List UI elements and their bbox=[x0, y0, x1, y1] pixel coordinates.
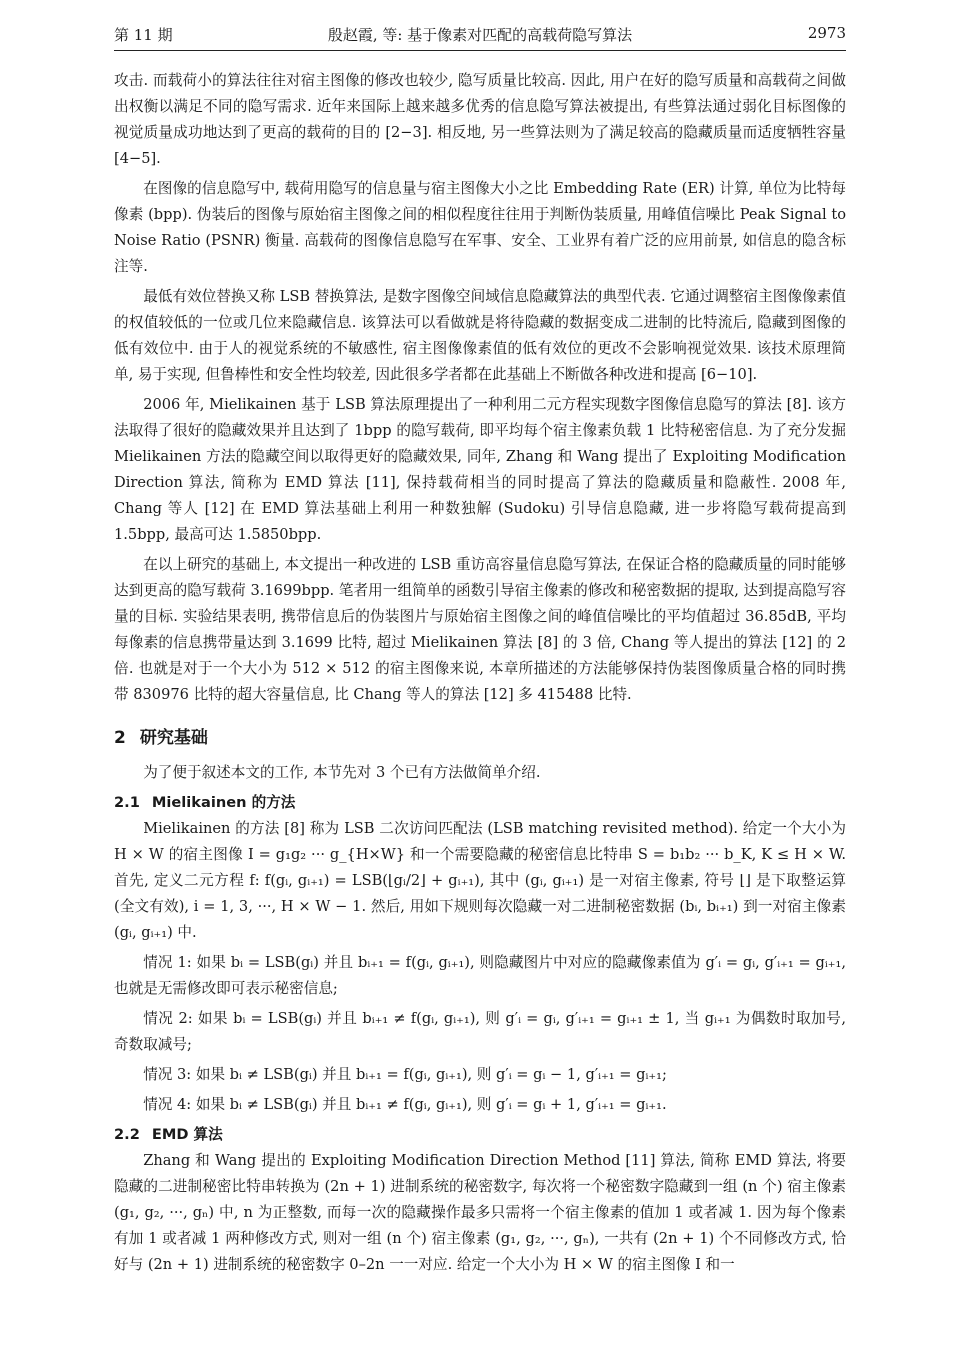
section-title: 研究基础 bbox=[139, 728, 208, 748]
paragraph-1: 攻击. 而载荷小的算法往往对宿主图像的修改也较少, 隐写质量比较高. 因此, 用户在好的隐写质量和高载荷之间做出权衡以满足不同的隐写需求. 近年来国际上越来越多优秀的信息隐写算法被提出, 有些算法通过弱化目标图像的视觉质量成功地达到了更高的载荷的目的 [2−3]. 相反地, 另一些算法则为了满足较高的隐藏质量而适度牺牲容量 [4−5]. bbox=[114, 72, 846, 167]
subsection-title: EMD 算法 bbox=[151, 1126, 223, 1143]
subsection-number: 2.1 bbox=[114, 794, 140, 811]
section-2-heading bbox=[114, 724, 846, 752]
subsection-number: 2.2 bbox=[114, 1126, 140, 1143]
issue-label: 第 11 期 bbox=[114, 26, 173, 44]
section-number: 2 bbox=[114, 728, 126, 748]
section-2-intro: 为了便于叙述本文的工作, 本节先对 3 个已有方法做简单介绍. bbox=[143, 764, 541, 781]
running-title: 殷赵霞, 等: 基于像素对匹配的高载荷隐写算法 bbox=[327, 26, 633, 44]
page-number: 2973 bbox=[807, 24, 846, 42]
body-text bbox=[114, 68, 846, 1282]
case-2: 情况 2: 如果 bᵢ = LSB(gᵢ) 并且 bᵢ₊₁ ≠ f(gᵢ, gᵢ₊₁), 则 g′ᵢ = gᵢ, g′ᵢ₊₁ = gᵢ₊₁ ± 1, 当 gᵢ₊₁ 为偶数时取加号, 奇数取减号; bbox=[114, 1010, 846, 1053]
paragraph-5: 在以上研究的基础上, 本文提出一种改进的 LSB 重访高容量信息隐写算法, 在保证合格的隐藏质量的同时能够达到更高的隐写载荷 3.1699bpp. 笔者用一组简单的函数引导宿主像素的修改和秘密数据的提取, 达到提高隐写容量的目标. 实验结果表明, 携带信息后的伪装图片与原始宿主图像之间的峰值信噪比的平均值超过 36.85dB, 平均每像素的信息携带量达到 3.1699 比特, 超过 Mielikainen 算法 [8] 的 3 倍, Chang 等人提出的算法 [12] 的 2 倍. 也就是对于一个大小为 512 × 512 的宿主图像来说, 本章所描述的方法能够保持伪装图像质量合格的同时携带 830976 比特的超大容量信息, 比 Chang 等人的算法 [12] 多 415488 比特. bbox=[114, 556, 846, 703]
case-3: 情况 3: 如果 bᵢ ≠ LSB(gᵢ) 并且 bᵢ₊₁ = f(gᵢ, gᵢ₊₁), 则 g′ᵢ = gᵢ − 1, g′ᵢ₊₁ = gᵢ₊₁; bbox=[143, 1066, 667, 1083]
paragraph-2: 在图像的信息隐写中, 载荷用隐写的信息量与宿主图像大小之比 Embedding Rate (ER) 计算, 单位为比特每像素 (bpp). 伪装后的图像与原始宿主图像之间的相似程度往往用于判断伪装质量, 用峰值信噪比 Peak Signal to Noise Ratio (PSNR) 衡量. 高载荷的图像信息隐写在军事、安全、工业界有着广泛的应用前景, 如信息的隐含标注等. bbox=[114, 180, 846, 275]
header-rule bbox=[114, 50, 846, 51]
paragraph-4: 2006 年, Mielikainen 基于 LSB 算法原理提出了一种利用二元方程实现数字图像信息隐写的算法 [8]. 该方法取得了很好的隐藏效果并且达到了 1bpp 的隐写载荷, 即平均每个宿主像素负载 1 比特秘密信息. 为了充分发掘 Mielikainen 方法的隐藏空间以取得更好的隐藏效果, 同年, Zhang 和 Wang 提出了 Exploiting Modification Direction 算法, 简称为 EMD 算法 [11], 保持载荷相当的同时提高了算法的隐藏质量和隐蔽性. 2008 年, Chang 等人 [12] 在 EMD 算法基础上利用一种数独解 (Sudoku) 引导信息隐藏, 进一步将隐写载荷提高到 1.5bpp, 最高可达 1.5850bpp. bbox=[114, 396, 846, 543]
case-1: 情况 1: 如果 bᵢ = LSB(gᵢ) 并且 bᵢ₊₁ = f(gᵢ, gᵢ₊₁), 则隐藏图片中对应的隐藏像素值为 g′ᵢ = gᵢ, g′ᵢ₊₁ = gᵢ₊₁, 也就是无需修改即可表示秘密信息; bbox=[114, 954, 846, 997]
subsection-title: Mielikainen 的方法 bbox=[151, 794, 296, 811]
subsection-2-1-heading bbox=[114, 790, 846, 816]
subsection-2-1-body: Mielikainen 的方法 [8] 称为 LSB 二次访问匹配法 (LSB matching revisited method). 给定一个大小为 H × W 的宿主图像 I = g₁g₂ ··· g_{H×W} 和一个需要隐藏的秘密信息比特串 S = b₁b₂ ··· b_K, K ≤ H × W. 首先, 定义二元方程 f: f(gᵢ, gᵢ₊₁) = LSB(⌊gᵢ/2⌋ + gᵢ₊₁), 其中 (gᵢ, gᵢ₊₁) 是一对宿主像素, 符号 ⌊⌋ 是下取整运算 (全文有效), i = 1, 3, ···, H × W − 1. 然后, 用如下规则每次隐藏一对二进制秘密数据 (bᵢ, bᵢ₊₁) 到一对宿主像素 (gᵢ, gᵢ₊₁) 中. bbox=[114, 820, 846, 941]
case-4: 情况 4: 如果 bᵢ ≠ LSB(gᵢ) 并且 bᵢ₊₁ ≠ f(gᵢ, gᵢ₊₁), 则 g′ᵢ = gᵢ + 1, g′ᵢ₊₁ = gᵢ₊₁. bbox=[143, 1096, 667, 1113]
paragraph-3: 最低有效位替换又称 LSB 替换算法, 是数字图像空间域信息隐藏算法的典型代表. 它通过调整宿主图像像素值的权值较低的一位或几位来隐藏信息. 该算法可以看做就是将待隐藏的数据变成二进制的比特流后, 隐藏到图像的低有效位中. 由于人的视觉系统的不敏感性, 宿主图像像素值的低有效位的更改不会影响视觉效果. 该技术原理简单, 易于实现, 但鲁棒性和安全性均较差, 因此很多学者都在此基础上不断做各种改进和提高 [6−10]. bbox=[114, 288, 846, 383]
subsection-2-2-heading bbox=[114, 1122, 846, 1148]
running-header bbox=[114, 22, 846, 48]
subsection-2-2-body: Zhang 和 Wang 提出的 Exploiting Modification Direction Method [11] 算法, 简称 EMD 算法, 将要隐藏的二进制秘密比特串转换为 (2n + 1) 进制系统的秘密数字, 每次将一个秘密数字隐藏到一组 (n 个) 宿主像素 (g₁, g₂, ···, gₙ) 中, n 为正整数, 而每一次的隐藏操作最多只需将一个宿主像素的值加 1 或者减 1. 因为每个像素有加 1 或者减 1 两种修改方式, 则对一组 (n 个) 宿主像素 (g₁, g₂, ···, gₙ), 一共有 (2n + 1) 个不同修改方式, 恰好与 (2n + 1) 进制系统的秘密数字 0–2n 一一对应. 给定一个大小为 H × W 的宿主图像 I 和一 bbox=[114, 1152, 846, 1273]
